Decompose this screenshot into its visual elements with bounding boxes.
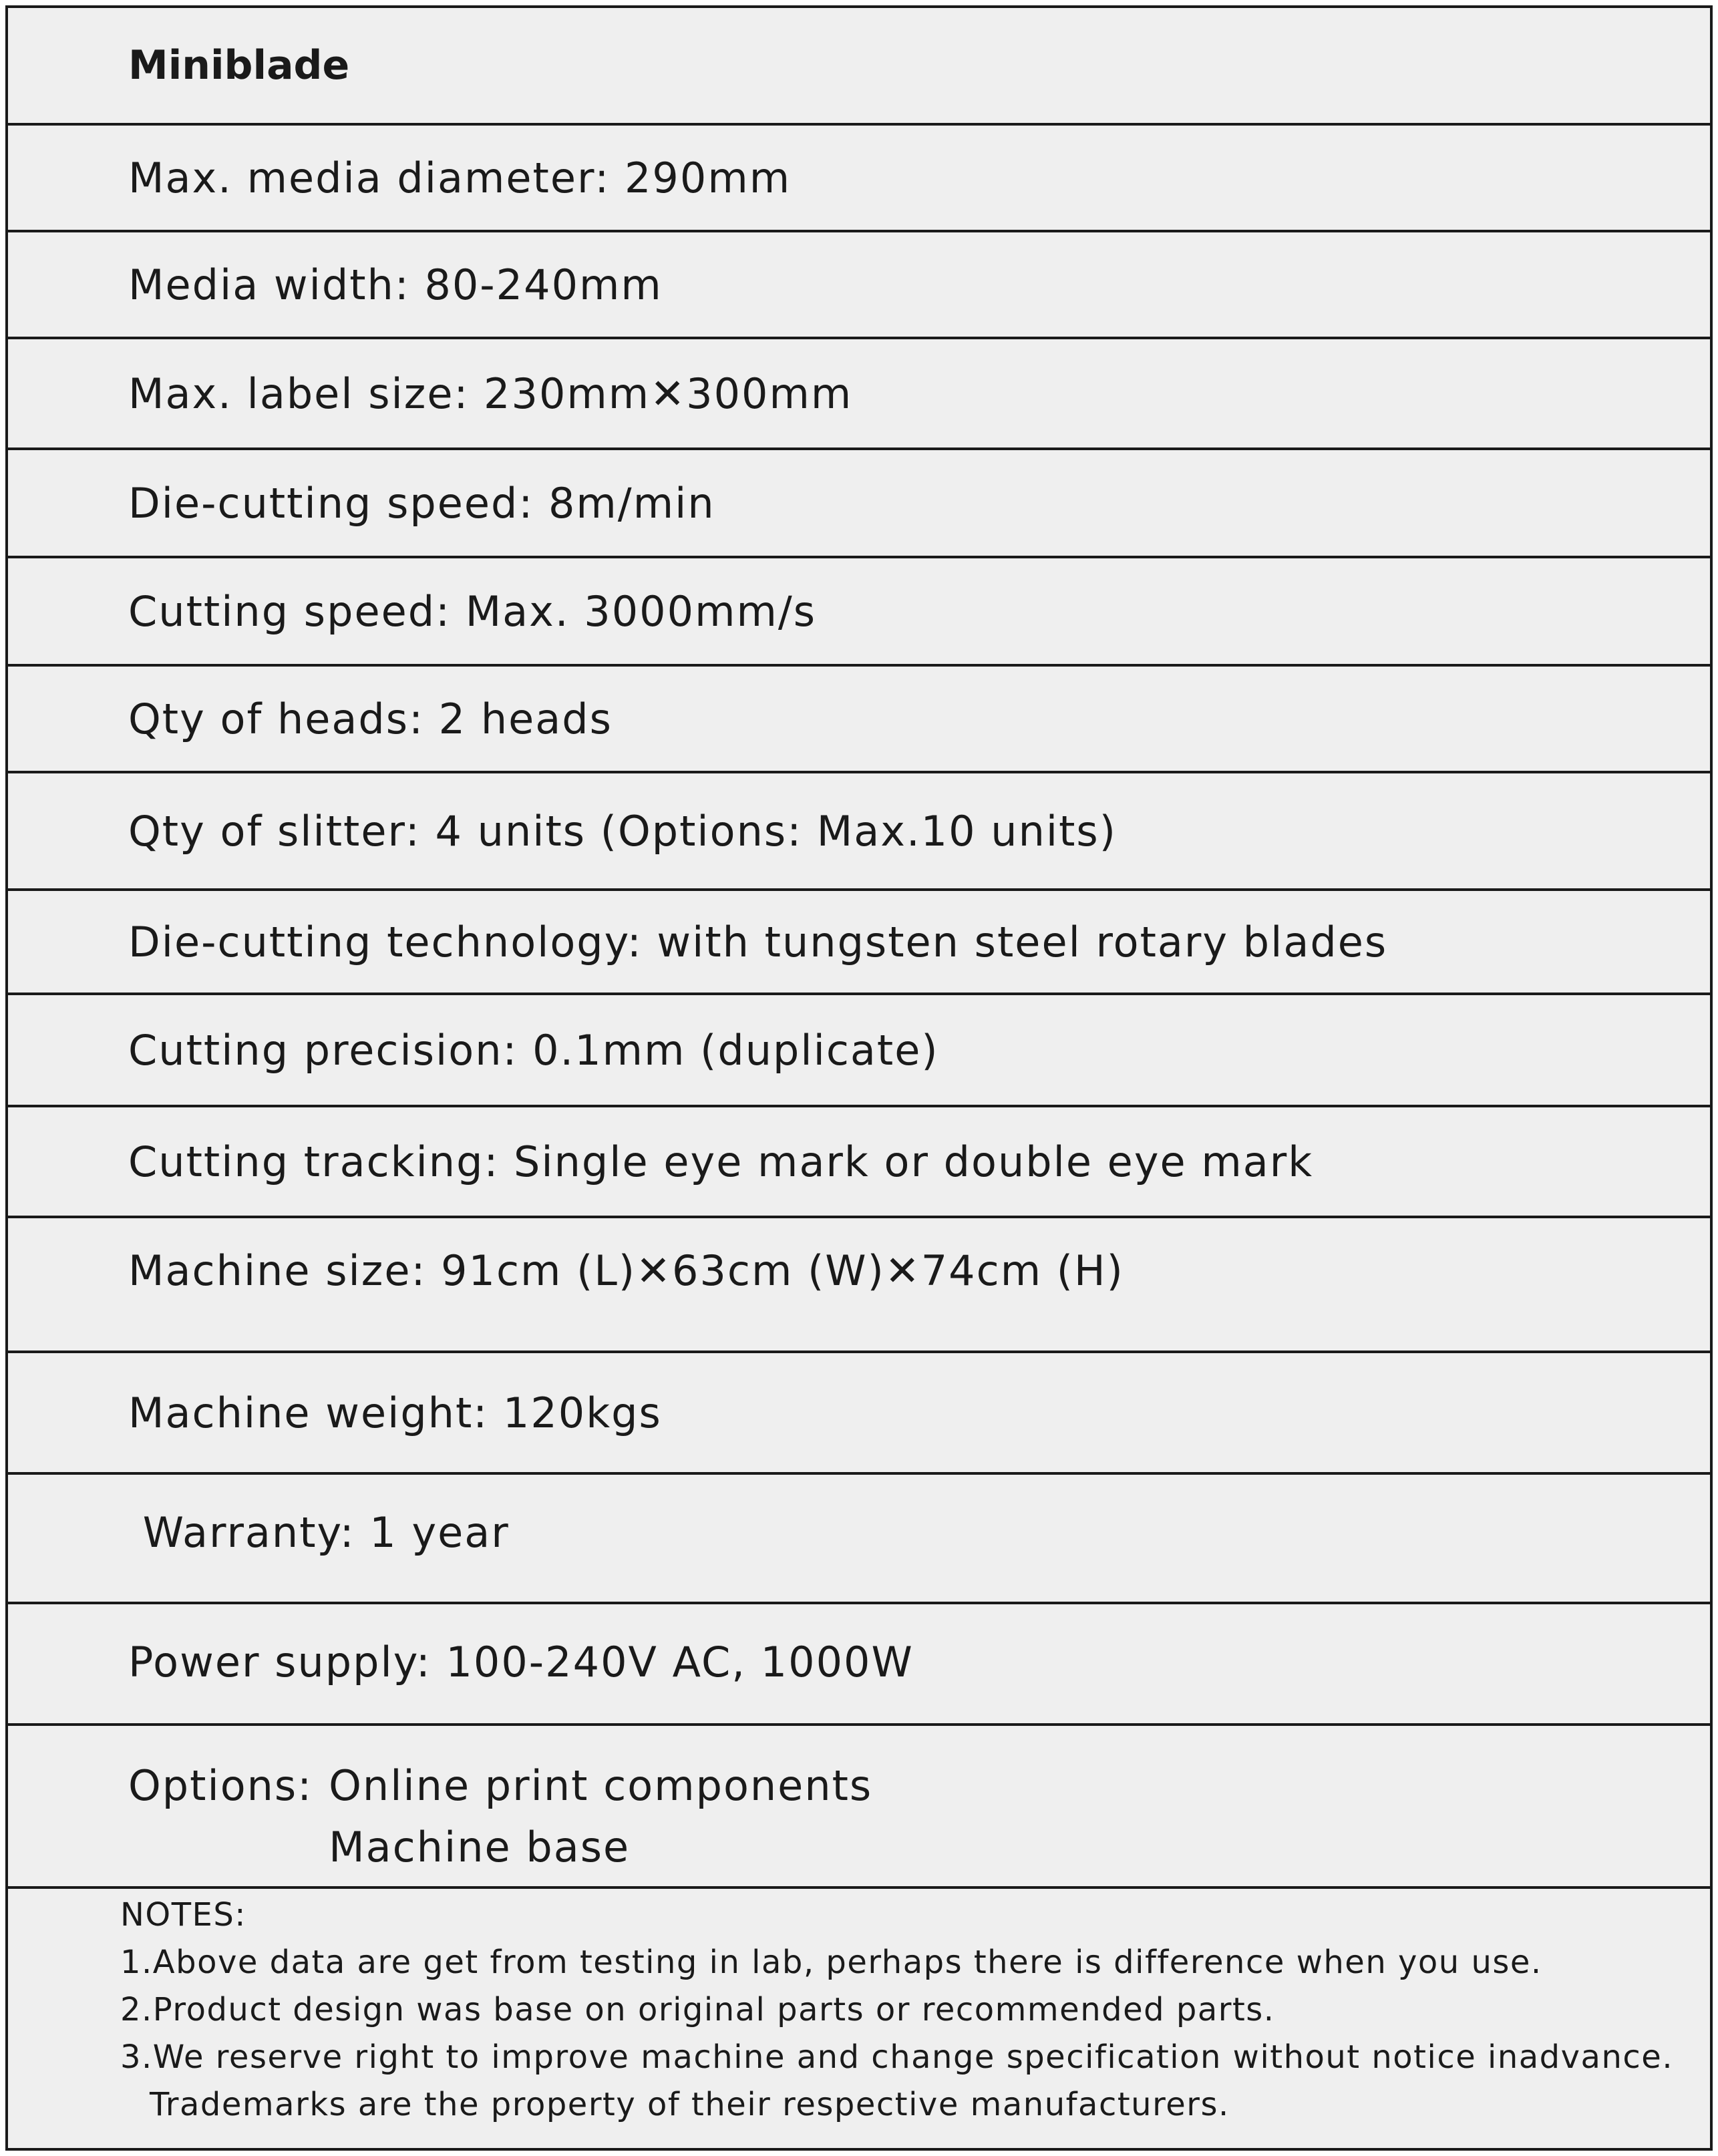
spec-sheet (5, 5, 1713, 2151)
spec-row (8, 558, 1710, 667)
note-line: 2.Product design was base on original parts or recommended parts. (120, 1991, 1275, 2028)
spec-row (8, 995, 1710, 1107)
option-item: Online print components (329, 1761, 873, 1810)
notes-section (120, 1892, 1673, 2129)
spec-warranty: Warranty: 1 year (128, 1508, 510, 1557)
spec-row (8, 773, 1710, 891)
option-item: Machine base (329, 1823, 631, 1871)
spec-die-cutting-speed: Die-cutting speed: 8m/min (128, 478, 715, 528)
note-line: 3.We reserve right to improve machine and change specification without notice inadvance. (120, 2038, 1674, 2076)
spec-row (8, 891, 1710, 995)
spec-power-supply: Power supply: 100-240V AC, 1000W (128, 1638, 914, 1686)
spec-machine-weight: Machine weight: 120kgs (128, 1388, 662, 1437)
spec-row (8, 667, 1710, 773)
product-title: Miniblade (128, 42, 350, 89)
spec-row (8, 1107, 1710, 1218)
spec-row (8, 1604, 1710, 1726)
notes-heading: NOTES: (120, 1896, 246, 1934)
spec-media-width: Media width: 80-240mm (128, 260, 663, 309)
note-line: 1.Above data are get from testing in lab, perhaps there is difference when you use. (120, 1944, 1542, 1981)
spec-row (8, 126, 1710, 232)
options-label: Options: (128, 1761, 313, 1810)
spec-row (8, 450, 1710, 558)
spec-qty-of-slitter: Qty of slitter: 4 units (Options: Max.10 units) (128, 806, 1117, 856)
spec-row (8, 1353, 1710, 1475)
spec-cutting-precision: Cutting precision: 0.1mm (duplicate) (128, 1025, 939, 1075)
options-row (8, 1726, 1710, 1889)
spec-row (8, 1475, 1710, 1604)
spec-row (8, 232, 1710, 339)
note-line: Trademarks are the property of their respective manufacturers. (150, 2086, 1230, 2123)
options-list (329, 1755, 872, 1878)
spec-qty-of-heads: Qty of heads: 2 heads (128, 694, 613, 743)
spec-max-label-size: Max. label size: 230mm✕300mm (128, 369, 853, 418)
spec-max-media-diameter: Max. media diameter: 290mm (128, 153, 792, 202)
spec-cutting-speed: Cutting speed: Max. 3000mm/s (128, 586, 817, 636)
spec-row (8, 1218, 1710, 1353)
title-row (8, 8, 1710, 126)
spec-die-cutting-technology: Die-cutting technology: with tungsten steel rotary blades (128, 917, 1388, 966)
spec-cutting-tracking: Cutting tracking: Single eye mark or double eye mark (128, 1137, 1314, 1186)
spec-machine-size: Machine size: 91cm (L)✕63cm (W)✕74cm (H) (128, 1246, 1124, 1295)
spec-row (8, 339, 1710, 450)
